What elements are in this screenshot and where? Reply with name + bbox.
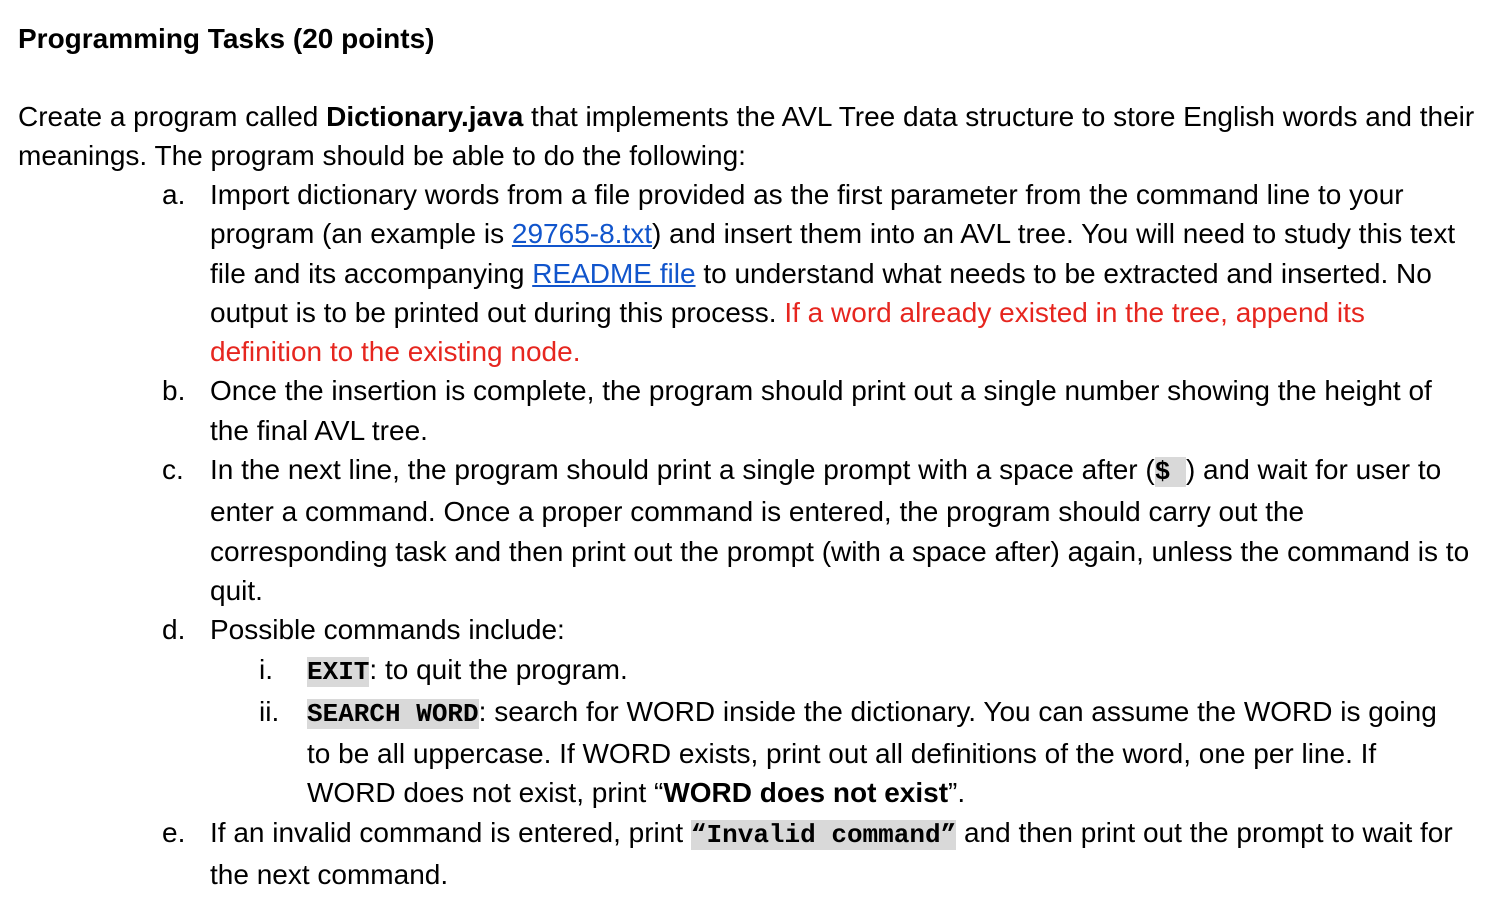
list-marker-b: b. (162, 375, 186, 407)
item-a-text-2: ) and insert them into an AVL tree. You will need to study this text file and its accompanying (210, 218, 1456, 289)
list-marker-e: e. (162, 816, 186, 848)
item-a-text: Import dictionary words from a file provided as the first parameter from the command line to your program (an example is (210, 179, 1404, 250)
list-item-d-ii (0, 692, 1437, 813)
list-marker-ii: ii. (259, 695, 280, 727)
list-item-c (0, 450, 1475, 610)
prompt-code: $ (1154, 457, 1186, 488)
item-d-text: Possible commands include: (210, 614, 565, 646)
list-marker-d: d. (162, 614, 186, 646)
list-item-e (0, 813, 1475, 895)
intro-text: Create a program called (18, 101, 327, 132)
item-c-text-2: ) and wait for user to enter a command. Once a proper command is entered, the program should carry out the corresponding task and then print out the prompt (with a space after) again, unless the command is to quit. (210, 454, 1470, 606)
list-marker-i: i. (259, 653, 273, 685)
sample-file-link[interactable]: 29765-8.txt (511, 218, 653, 250)
section-title: Programming Tasks (20 points) (18, 23, 435, 54)
list-item-d (0, 610, 1475, 812)
list-item-a (0, 175, 1475, 371)
program-filename: Dictionary.java (326, 101, 524, 132)
exit-command-code: EXIT (307, 656, 370, 687)
item-e-text: If an invalid command is entered, print (210, 816, 691, 848)
list-item-b (0, 371, 1475, 450)
invalid-command-code: “Invalid command” (690, 819, 957, 850)
item-c-text: In the next line, the program should print a single prompt with a space after ( (210, 454, 1155, 486)
search-command-code: SEARCH WORD (307, 698, 479, 729)
item-a-red-note: If a word already existed in the tree, append its definition to the existing node. (210, 296, 1365, 368)
intro-paragraph (18, 97, 1493, 175)
readme-file-link[interactable]: README file (532, 257, 696, 289)
list-marker-a: a. (162, 179, 186, 210)
intro-text-continued: that implements the AVL Tree data structure to store English words and their meanings. The program should be able to do the following: (18, 101, 1475, 171)
item-ii-text: : search for WORD inside the dictionary. You can assume the WORD is going to be all uppercase. If WORD exists, print out all definitions of the word, one per line. If WORD does not exist, print “ (307, 695, 1437, 809)
item-b-text: Once the insertion is complete, the program should print out a single number showing the height of the final AVL tree. (210, 375, 1432, 446)
not-exist-message: WORD does not exist (663, 777, 949, 809)
list-marker-c: c. (162, 454, 184, 486)
list-item-d-i (0, 650, 1437, 692)
item-i-text: : to quit the program. (369, 653, 628, 685)
item-ii-text-2: ”. (948, 777, 966, 809)
task-list (0, 175, 1510, 894)
item-a-text-3: to understand what needs to be extracted and inserted. No output is to be printed out during this process. (210, 257, 1432, 328)
item-e-text-2: and then print out the prompt to wait for the next command. (210, 816, 1453, 891)
